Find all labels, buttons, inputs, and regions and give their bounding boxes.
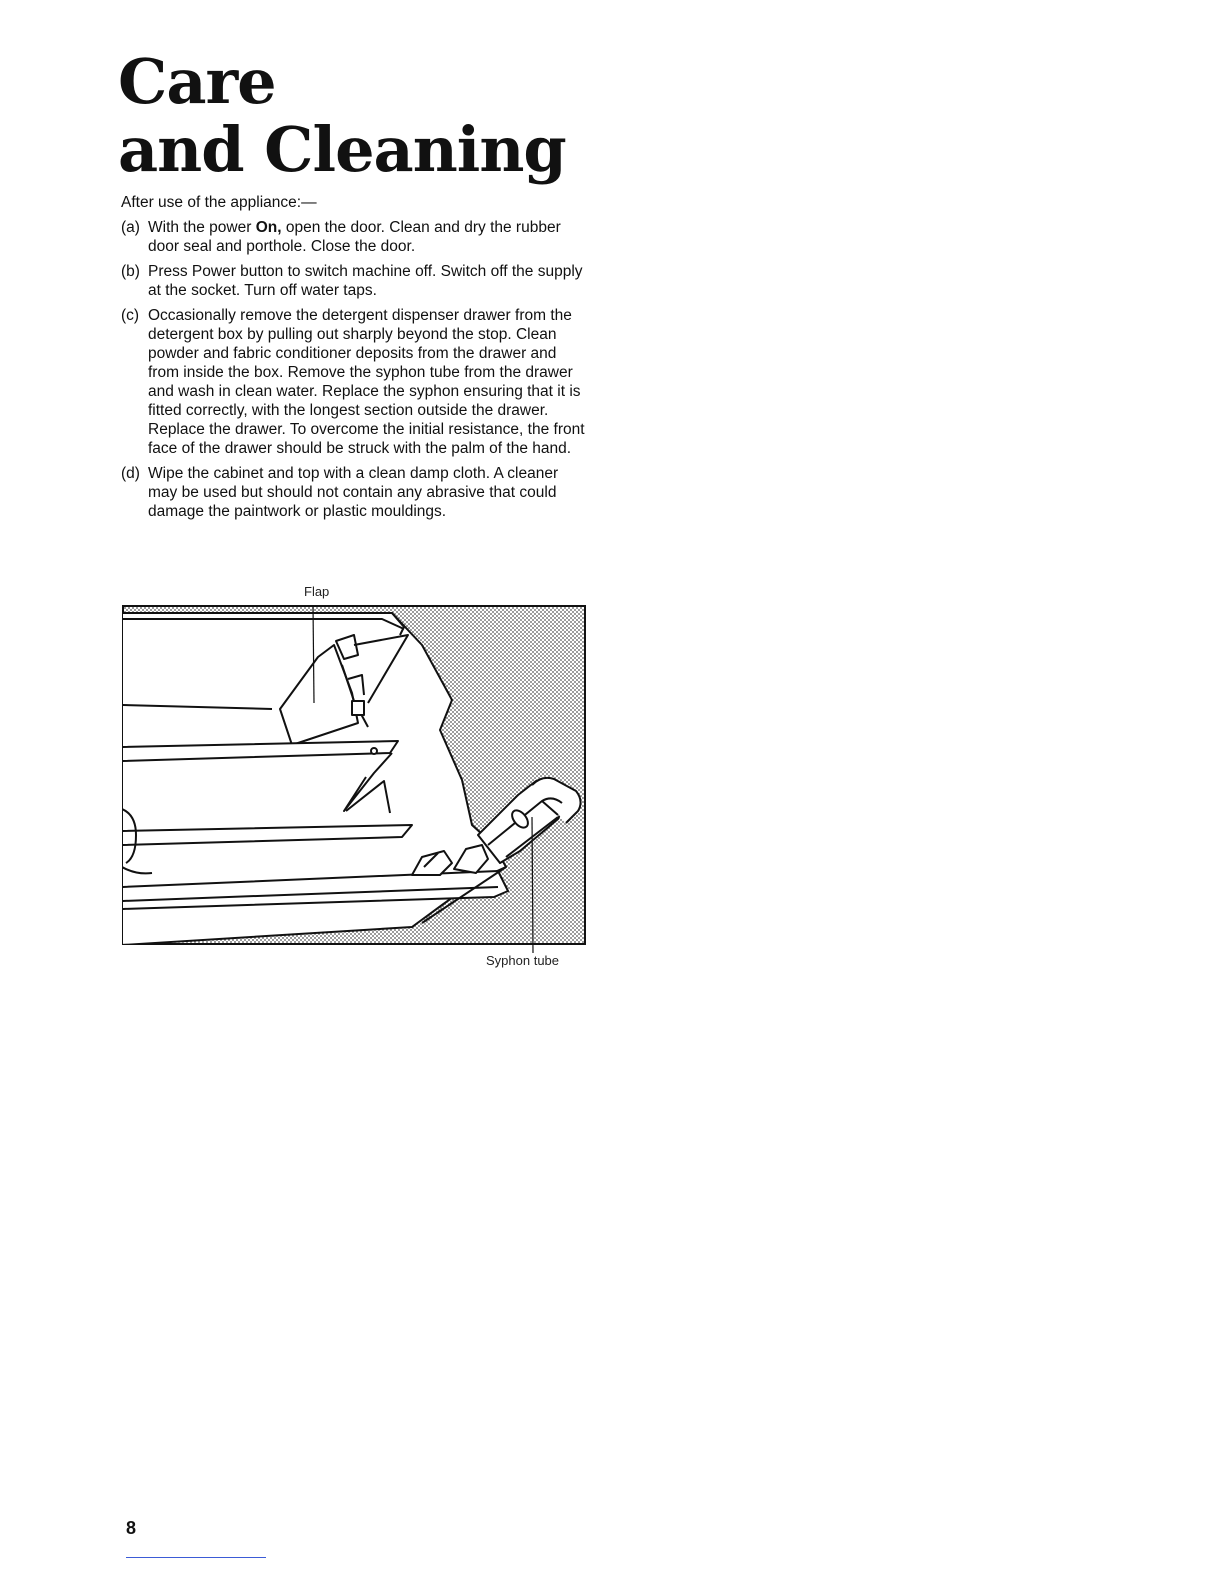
intro-text: After use of the appliance:—	[121, 194, 317, 211]
dispenser-drawer-illustration	[122, 605, 588, 955]
step-marker: (c)	[121, 307, 140, 324]
page-title-line-2: and Cleaning	[118, 113, 566, 186]
footer-divider	[126, 1557, 266, 1558]
step-marker: (b)	[121, 263, 140, 280]
step-text: Wipe the cabinet and top with a clean damp cloth. A cleaner may be used but should not contain any abrasive that could damage the paintwork or plastic mouldings.	[148, 465, 559, 520]
step-marker: (a)	[121, 219, 140, 236]
page-number: 8	[126, 1518, 137, 1538]
care-step-c	[121, 306, 591, 458]
syphon-tube-label: Syphon tube	[486, 953, 560, 968]
care-step-d	[121, 464, 591, 521]
page-title	[118, 45, 566, 186]
power-on-emphasis: On,	[255, 219, 282, 236]
step-text	[148, 218, 591, 256]
step-text-part: With the power	[148, 219, 256, 236]
care-step-a	[121, 218, 591, 256]
flap-label: Flap	[304, 584, 330, 599]
step-text-part: open the door. Clean and dry the rubber door seal and porthole. Close the door.	[148, 219, 561, 255]
care-step-b	[121, 262, 591, 300]
step-text: Press Power button to switch machine off. Switch off the supply at the socket. Turn off water taps.	[148, 263, 583, 299]
step-marker: (d)	[121, 465, 140, 482]
page-title-line-1: Care	[118, 45, 276, 118]
step-text: Occasionally remove the detergent dispenser drawer from the detergent box by pulling out sharply beyond the stop. Clean powder and fabric conditioner deposits from the drawer and from inside the box. Remove the syphon tube from the drawer and wash in clean water. Replace the syphon ensuring that it is fitted correctly, with the longest section outside the drawer. Replace the drawer. To overcome the initial resistance, the front face of the drawer should be struck with the palm of the hand.	[148, 307, 585, 457]
care-steps-list	[121, 218, 591, 527]
dispenser-drawer-figure	[122, 583, 588, 975]
